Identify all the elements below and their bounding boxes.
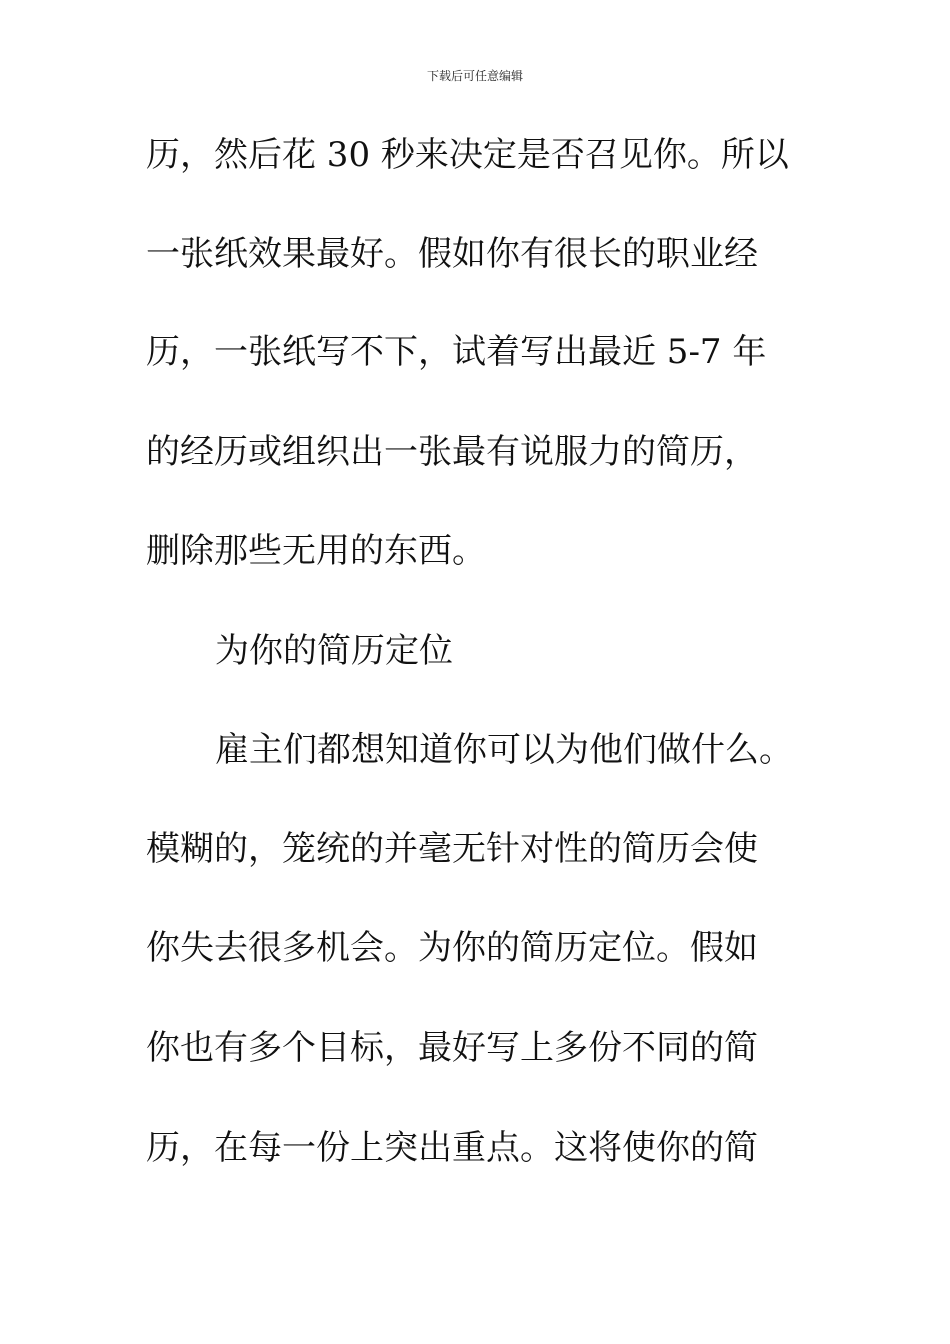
paragraph-line: 雇主们都想知道你可以为他们做什么。: [215, 730, 793, 770]
paragraph-line: 你失去很多机会。为你的简历定位。假如: [146, 928, 758, 968]
paragraph-line: 历，然后花 30 秒来决定是否召见你。所以: [146, 135, 789, 175]
paragraph-line: 的经历或组织出一张最有说服力的简历，: [146, 432, 758, 472]
section-heading: 为你的简历定位: [215, 631, 453, 671]
paragraph-line: 历，一张纸写不下，试着写出最近 5-7 年: [146, 332, 767, 372]
paragraph-line: 一张纸效果最好。假如你有很长的职业经: [146, 234, 758, 274]
paragraph-line: 删除那些无用的东西。: [146, 531, 486, 571]
paragraph-line: 模糊的，笼统的并毫无针对性的简历会使: [146, 829, 758, 869]
paragraph-line: 你也有多个目标，最好写上多份不同的简: [146, 1028, 758, 1068]
page-header: 下载后可任意编辑: [426, 69, 523, 83]
paragraph-line: 历，在每一份上突出重点。这将使你的简: [146, 1128, 758, 1168]
